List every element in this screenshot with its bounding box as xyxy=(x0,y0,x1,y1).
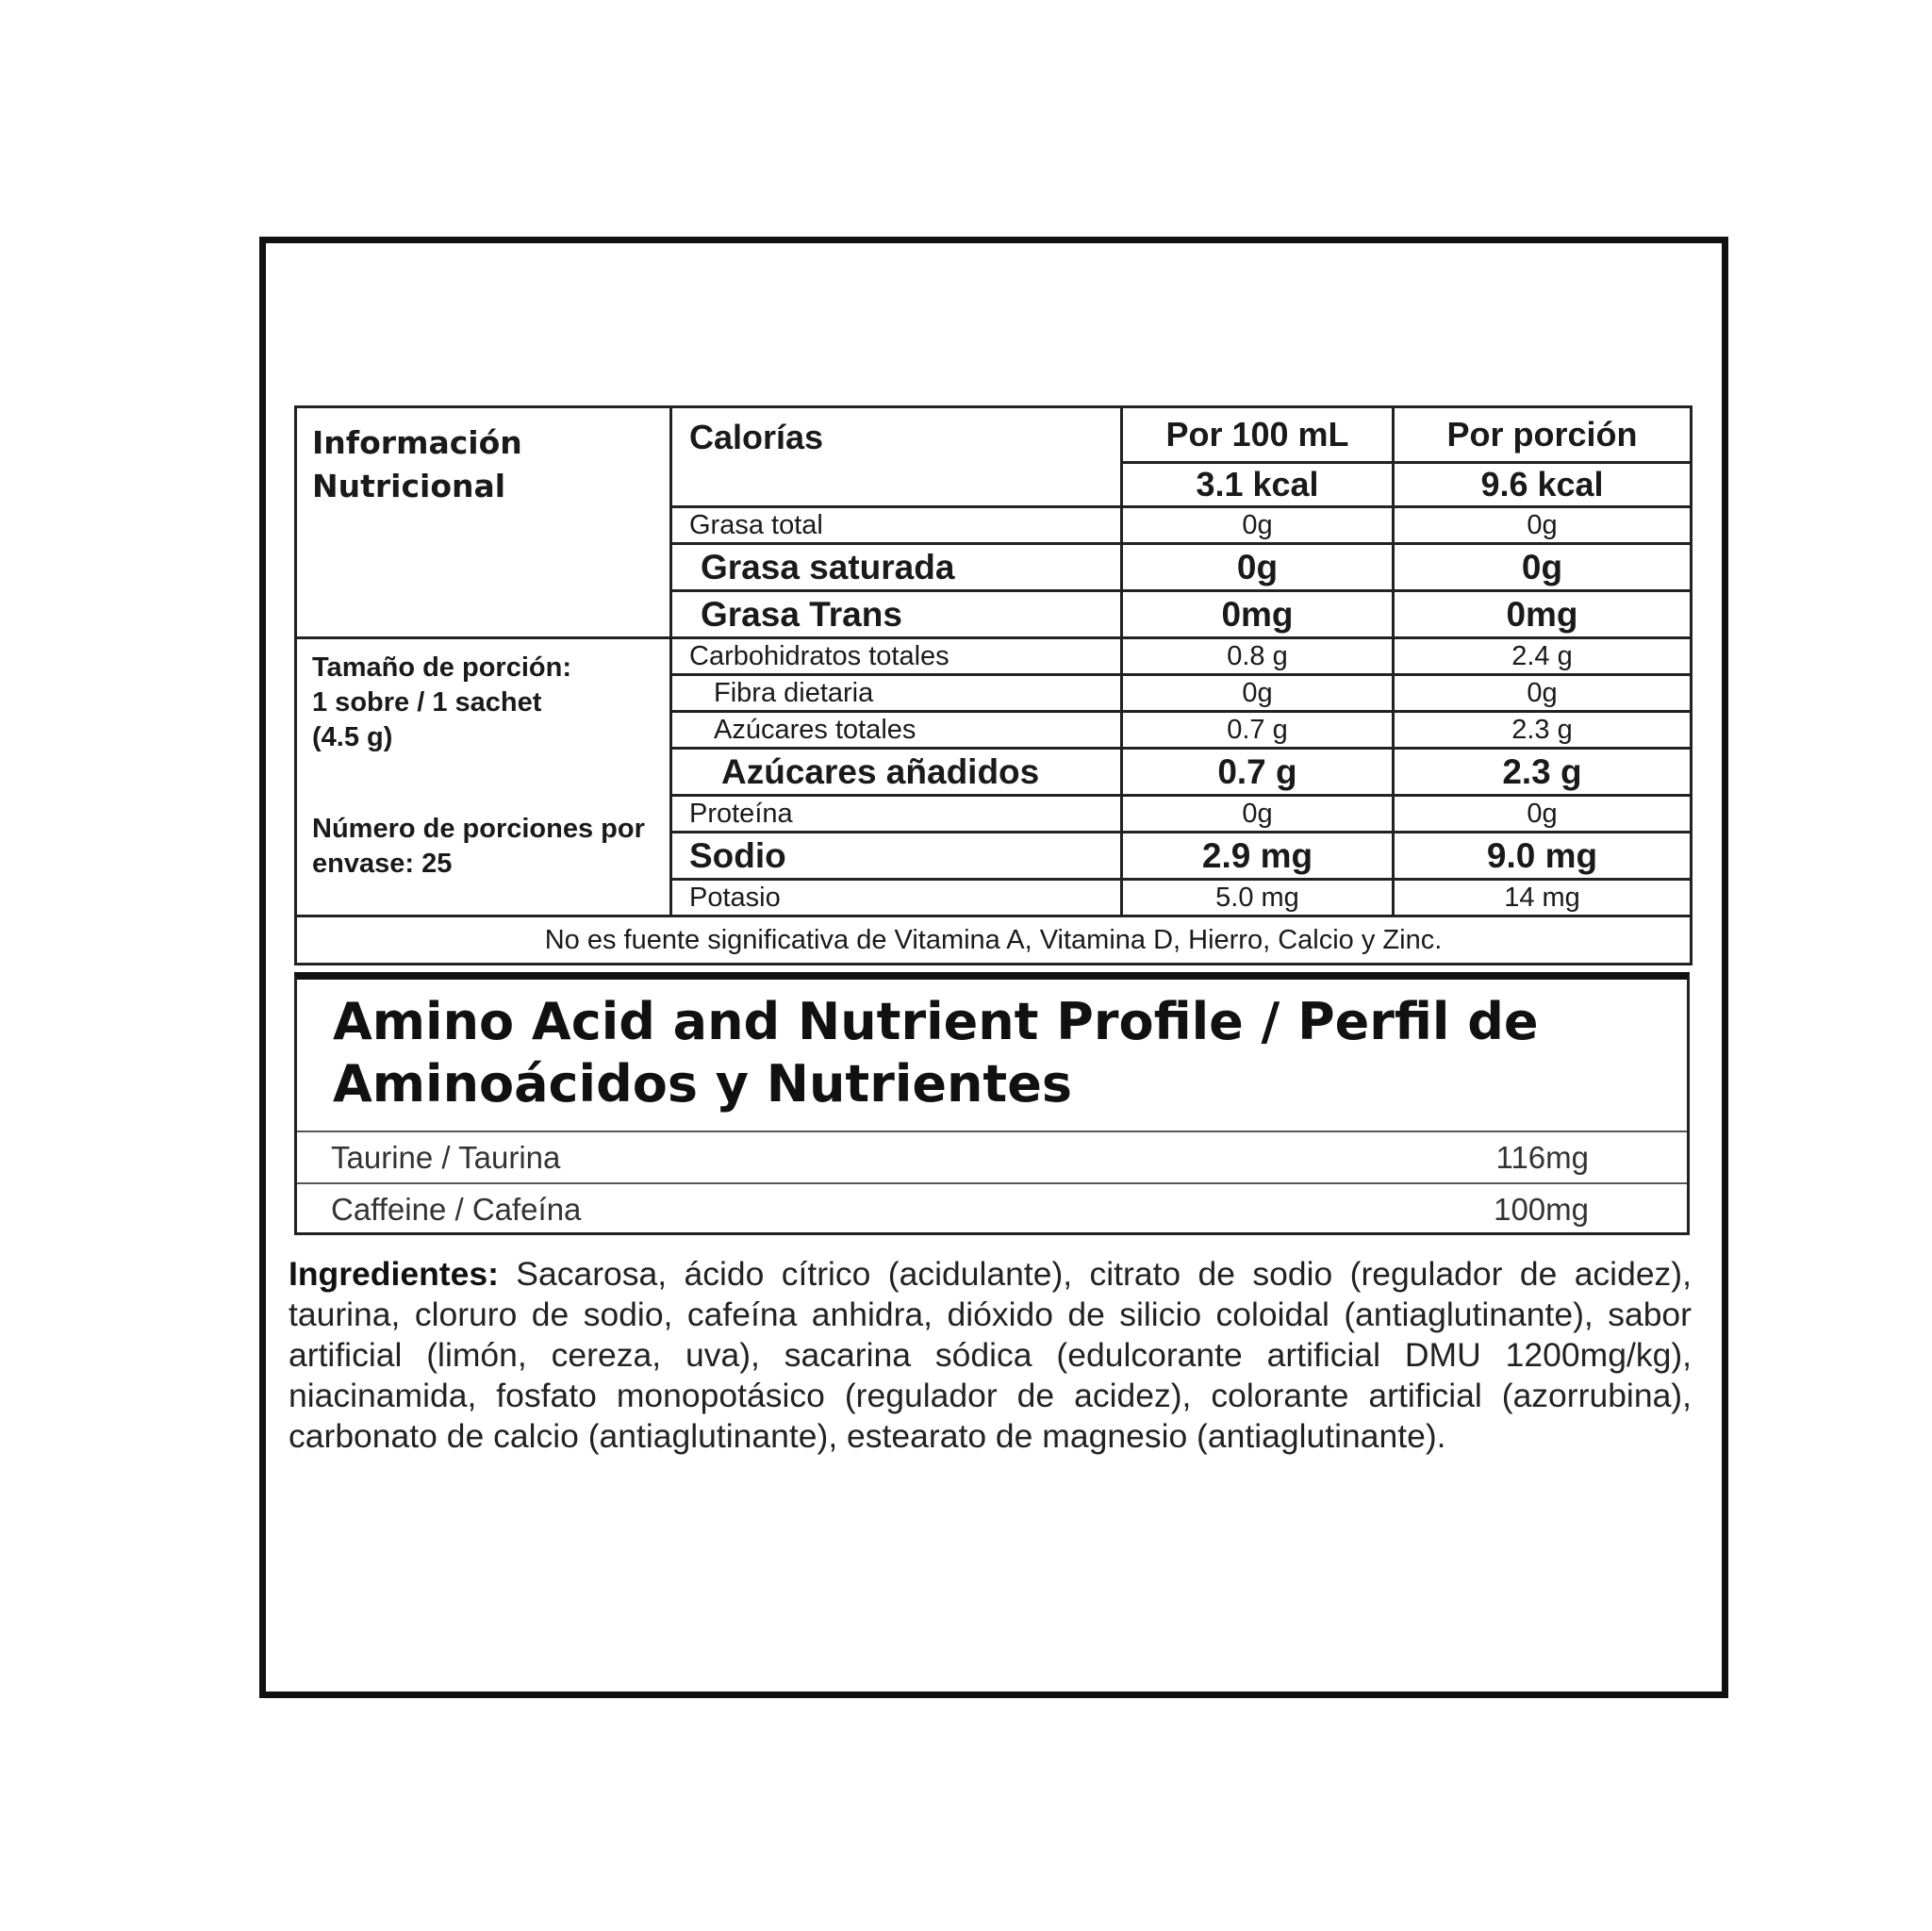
header-per-portion: Por porción xyxy=(1394,407,1692,463)
value-per-100ml: 0g xyxy=(1122,675,1394,712)
value-per-100ml: 0g xyxy=(1122,796,1394,833)
nutrient-name: Azúcares totales xyxy=(671,712,1122,749)
nutrient-name: Azúcares añadidos xyxy=(671,749,1122,796)
amino-title: Amino Acid and Nutrient Profile / Perfil de Aminoácidos y Nutrientes xyxy=(333,992,1539,1114)
value-per-portion: 0g xyxy=(1394,507,1692,544)
nutrient-name: Grasa total xyxy=(671,507,1122,544)
kcal-per-portion: 9.6 kcal xyxy=(1394,463,1692,507)
value-per-100ml: 0.8 g xyxy=(1122,638,1394,675)
value-per-portion: 14 mg xyxy=(1394,880,1692,916)
nutrition-table xyxy=(294,405,1693,966)
amino-name: Caffeine / Cafeína xyxy=(331,1192,582,1227)
value-per-portion: 2.3 g xyxy=(1394,749,1692,796)
list-item xyxy=(297,1182,1687,1236)
amino-value: 100mg xyxy=(1494,1192,1589,1227)
kcal-per-100ml: 3.1 kcal xyxy=(1122,463,1394,507)
value-per-100ml: 0.7 g xyxy=(1122,712,1394,749)
value-per-portion: 0g xyxy=(1394,675,1692,712)
vitamin-note: No es fuente significativa de Vitamina A, Vitamina D, Hierro, Calcio y Zinc. xyxy=(296,916,1692,965)
amino-profile-box xyxy=(294,972,1690,1235)
nutrient-name: Grasa saturada xyxy=(671,544,1122,591)
amino-value: 116mg xyxy=(1495,1140,1589,1175)
value-per-100ml: 0g xyxy=(1122,507,1394,544)
value-per-100ml: 5.0 mg xyxy=(1122,880,1394,916)
value-per-portion: 0g xyxy=(1394,796,1692,833)
amino-name: Taurine / Taurina xyxy=(331,1140,561,1175)
value-per-portion: 2.4 g xyxy=(1394,638,1692,675)
nutrient-name: Potasio xyxy=(671,880,1122,916)
ingredients-label: Ingredientes: xyxy=(289,1255,499,1293)
calories-label: Calorías xyxy=(671,407,1122,507)
nutrient-name: Carbohidratos totales xyxy=(671,638,1122,675)
list-item xyxy=(297,1131,1687,1184)
nutrient-name: Proteína xyxy=(671,796,1122,833)
nutrient-name: Sodio xyxy=(671,833,1122,880)
header-per-100ml: Por 100 mL xyxy=(1122,407,1394,463)
value-per-100ml: 0g xyxy=(1122,544,1394,591)
nutrient-name: Fibra dietaria xyxy=(671,675,1122,712)
ingredients-list: Sacarosa, ácido cítrico (acidulante), citrato de sodio (regulador de acidez), taurina, cloruro de sodio, cafeína anhidra, dióxido de silicio coloidal (antiaglutinante), sabor artificial (limón, cereza, uva), sacarina sódica (edulcorante artificial DMU 1200mg/kg), niacinamida, fosfato monopotásico (regulador de acidez), colorante artificial (azorrubina), carbonato de calcio (antiaglutinante), estearato de magnesio (antiaglutinante). xyxy=(289,1255,1692,1455)
value-per-portion: 2.3 g xyxy=(1394,712,1692,749)
value-per-100ml: 0.7 g xyxy=(1122,749,1394,796)
nutrient-name: Grasa Trans xyxy=(671,591,1122,638)
value-per-portion: 9.0 mg xyxy=(1394,833,1692,880)
value-per-portion: 0mg xyxy=(1394,591,1692,638)
nutrition-title: Información Nutricional xyxy=(296,407,671,638)
ingredients-text xyxy=(289,1254,1692,1457)
value-per-100ml: 0mg xyxy=(1122,591,1394,638)
serving-info: Tamaño de porción: 1 sobre / 1 sachet (4.5 g) Número de porciones por envase: 25 xyxy=(296,638,671,916)
table-row xyxy=(296,638,1692,675)
value-per-100ml: 2.9 mg xyxy=(1122,833,1394,880)
value-per-portion: 0g xyxy=(1394,544,1692,591)
